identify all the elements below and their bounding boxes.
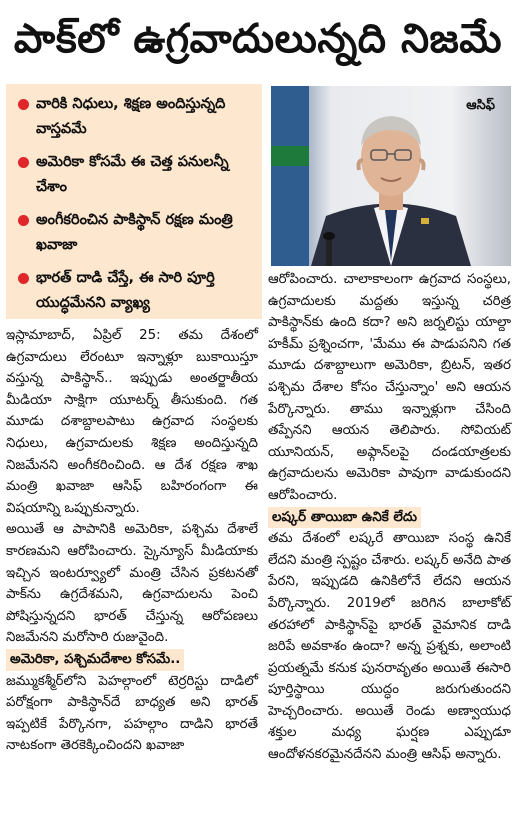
photo-caption: ఆసిఫ్‌ [466,98,495,113]
key-point [14,208,256,258]
bullet-dot-icon [18,215,29,226]
key-point-text: అంగీకరించిన పాకిస్థాన్‌ రక్షణ మంత్రి ఖవాజా [36,212,233,253]
article-paragraph: అయితే ఆ పాపానికి అమెరికా, పశ్చిమ దేశాలే కారణమని ఆరోపించారు. స్కైన్యూస్‌ మీడియాకు ఇచ్చిన ఇంటర్వ్యూలో మంత్రి చేసిన ప్రకటనతో పాక్‌ను ఉగ్రదేశమని, ఉగ్రవాదులను పెంచి పోషిస్తున్నదని భారత్‌ చేస్తున్న ఆరోపణలు నిజమేనని మరోసారి రుజువైంది. [6,522,258,646]
key-point-text: అమెరికా కోసమే ఈ చెత్త పనులన్నీ చేశాం [36,154,229,195]
article-paragraph: ఇస్లామాబాద్‌, ఏప్రిల్‌ 25: తమ దేశంలో ఉగ్రవాదులు లేరంటూ ఇన్నాళ్లూ బుకాయిస్తూ వస్తున్న పాకిస్థాన్‌.. ఇప్పుడు అంతర్జాతీయ మీడియా సాక్షిగా యూటర్న్‌ తీసుకుంది. గత మూడు దశాబ్దాలపాటు ఉగ్రవాద సంస్థలకు నిధులు, ఉగ్రవాదులకు శిక్షణ అందిస్తున్నది నిజమేనని అంగీకరించింది. ఆ దేశ రక్షణ శాఖ మంత్రి ఖవాజా ఆసిఫ్‌ బహిరంగంగా ఈ విషయాన్ని ఒప్పుకున్నారు. [6,328,258,516]
headline: పాక్‌లో ఉగ్రవాదులున్నది నిజమే [13,16,503,62]
key-point [14,150,256,200]
article-column-right [268,269,511,766]
bullet-dot-icon [18,157,29,168]
key-point-text: భారత్‌ దాడి చేస్తే, ఈ సారి పూర్తి యుద్ధమేనని వ్యాఖ్య [36,270,215,311]
article-paragraph: ఆరోపించారు. చాలాకాలంగా ఉగ్రవాద సంస్థలు, ఉగ్రవాదులకు మద్దతు ఇస్తున్న చరిత్ర పాకిస్థాన్‌కు ఉంది కదా? అని జర్నలిస్టు యాల్దా హకీమ్‌ ప్రశ్నించగా, 'మేము ఈ పాడుపనిని గత మూడు దశాబ్దాలుగా అమెరికా, బ్రిటన్‌, ఇతర పశ్చిమ దేశాల కోసం చేస్తున్నాం' అని ఆయన పేర్కొన్నారు. తాము ఇన్నాళ్లుగా చేసింది తప్పేనని ఆయన తెలిపారు. సోవియట్‌ యూనియన్‌, అఫ్గాన్‌లపై దండయాత్రలకు ఉగ్రవాదులను అమెరికా పావుగా వాడుకుందని ఆరోపించారు. [268,272,511,503]
news-photo [271,86,511,266]
key-point [14,266,256,316]
key-point [14,92,256,142]
section-subheading: లష్కర్‌ తాయిబా ఉనికే లేదు [268,507,421,529]
key-points-box [6,84,262,319]
article-paragraph: తమ దేశంలో లష్కరే తాయిబా సంస్థ ఉనికే లేదని మంత్రి స్పష్టం చేశారు. లష్కర్‌ అనేది పాత పేరని, ఇప్పుడది ఉనికిలోనే లేదని ఆయన పేర్కొన్నారు. 2019లో జరిగిన బాలాకోట్‌ తరహాలో పాకిస్థాన్‌పై భారత్‌ వైమానిక దాడి జరిపే అవకాశం ఉందా? అన్న ప్రశ్నకు, అలాంటి ప్రయత్నమే కనుక పునరావృతం అయితే ఈసారి పూర్తిస్థాయి యుద్ధం జరుగుతుందని హెచ్చరించారు. అయితే రెండు అణ్వాయుధ శక్తుల మధ్య ఘర్షణ ఎప్పుడూ ఆందోళనకరమైనదేనని మంత్రి ఆసిఫ్‌ అన్నారు. [268,531,511,763]
section-subheading: అమెరికా, పశ్చిమదేశాల కోసమే.. [6,649,184,671]
key-point-text: వారికి నిధులు, శిక్షణ అందిస్తున్నది వాస్తవమే [36,96,226,137]
bullet-dot-icon [18,99,29,110]
bullet-dot-icon [18,273,29,284]
article-paragraph: జమ్ముకశ్మీర్‌లోని పెహల్గాంలో టెర్రరిస్టు దాడిలో పరోక్షంగా పాకిస్థాన్‌దే బాధ్యత అని భారత్‌ ఇప్పటికే పేర్కొనగా, పహల్గాం దాడిని భారతే నాటకంగా తెరకెక్కించిందని ఖవాజా [6,673,258,754]
article-column-left [6,325,258,757]
